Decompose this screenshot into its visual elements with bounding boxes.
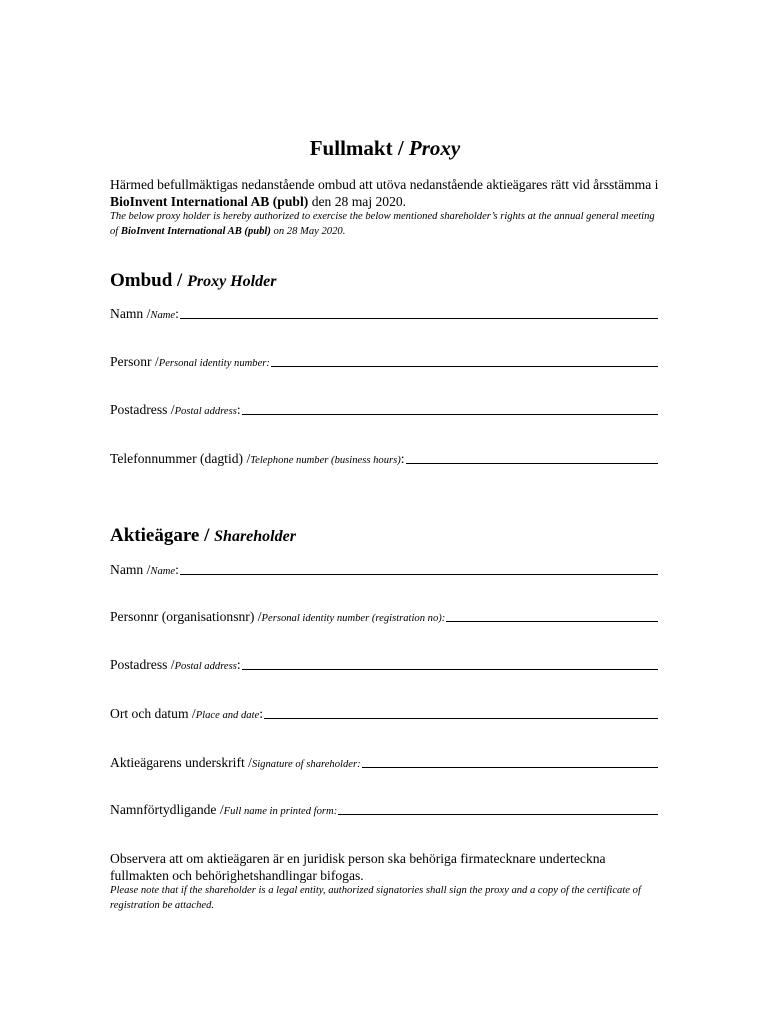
field-separator: :: [400, 451, 405, 466]
field-label-en: Personal identity number:: [158, 358, 270, 369]
proxy-personal-number-field[interactable]: [110, 354, 658, 370]
shareholder-personal-number-field[interactable]: [110, 609, 658, 625]
shareholder-name-input-line[interactable]: [180, 574, 658, 575]
field-separator: :: [236, 657, 241, 672]
field-label-sv: Telefonnummer (dagtid) /: [110, 451, 251, 466]
field-label-sv: Postadress /: [110, 657, 175, 672]
field-label-en: Personal identity number (registration no):: [261, 613, 446, 624]
proxy-holder-heading-en: Proxy Holder: [187, 273, 277, 290]
field-label-sv: Personnr (organisationsnr) /: [110, 609, 262, 624]
proxy-name-field[interactable]: [110, 306, 658, 322]
printed-name-field[interactable]: [110, 802, 658, 818]
signature-input-line[interactable]: [362, 767, 658, 768]
proxy-personal-number-input-line[interactable]: [271, 366, 658, 367]
field-separator: :: [236, 402, 241, 417]
field-label-en: Telephone number (business hours): [250, 455, 401, 466]
intro-english: [110, 209, 665, 239]
field-label-en: Postal address: [174, 661, 237, 672]
intro-en-company: BioInvent International AB (publ): [120, 226, 271, 237]
page-title: [0, 136, 770, 161]
proxy-telephone-input-line[interactable]: [406, 463, 658, 464]
field-label-sv: Personr /: [110, 354, 159, 369]
intro-en-text-1: The below proxy holder is hereby authorized to exercise the below mentioned shareholder’s rights at the annual general meeting of: [110, 211, 655, 237]
intro-sv-text-2: den 28 maj 2020.: [308, 194, 407, 209]
title-sv: Fullmakt /: [309, 136, 404, 160]
field-label-sv: Namn /: [110, 562, 151, 577]
field-separator: :: [175, 562, 179, 577]
intro-sv-text-1: Härmed befullmäktigas nedanstående ombud att utöva nedanstående aktieägares rätt vid årsstämma i: [110, 177, 659, 192]
signature-field[interactable]: [110, 755, 658, 771]
field-label-sv: Namnförtydligande /: [110, 802, 224, 817]
shareholder-personal-number-input-line[interactable]: [446, 621, 658, 622]
place-date-input-line[interactable]: [264, 718, 658, 719]
title-en: Proxy: [408, 136, 461, 160]
field-label-en: Name: [150, 566, 176, 577]
field-label-en: Signature of shareholder:: [251, 759, 361, 770]
field-label-en: Place and date: [195, 710, 260, 721]
proxy-name-input-line[interactable]: [180, 318, 658, 319]
field-separator: :: [175, 306, 179, 321]
field-label-sv: Aktieägarens underskrift /: [110, 755, 252, 770]
place-date-field[interactable]: [110, 706, 658, 722]
field-label-en: Full name in printed form:: [223, 806, 338, 817]
proxy-postal-address-input-line[interactable]: [242, 414, 658, 415]
field-label-sv: Postadress /: [110, 402, 175, 417]
shareholder-name-field[interactable]: [110, 562, 658, 578]
shareholder-heading-sv: Aktieägare /: [110, 525, 210, 546]
field-label-sv: Namn /: [110, 306, 151, 321]
proxy-telephone-field[interactable]: [110, 451, 658, 467]
intro-en-text-2: on 28 May 2020.: [270, 226, 346, 237]
field-label-en: Name: [150, 310, 176, 321]
shareholder-postal-address-field[interactable]: [110, 657, 658, 673]
intro-swedish: [110, 176, 665, 210]
shareholder-heading: [110, 525, 296, 547]
field-separator: :: [259, 706, 264, 721]
proxy-postal-address-field[interactable]: [110, 402, 658, 418]
proxy-holder-heading: [110, 270, 276, 292]
note-english: Please note that if the shareholder is a legal entity, authorized signatories shall sign the proxy and a copy of the certificate of registration be attached.: [110, 885, 641, 911]
intro-sv-company: BioInvent International AB (publ): [110, 194, 309, 209]
proxy-holder-heading-sv: Ombud /: [110, 270, 183, 291]
shareholder-heading-en: Shareholder: [214, 528, 296, 545]
printed-name-input-line[interactable]: [338, 814, 658, 815]
shareholder-postal-address-input-line[interactable]: [242, 669, 658, 670]
note-swedish: Observera att om aktieägaren är en juridisk person ska behöriga firmatecknare underteckna fullmakten och behörighetshandlingar bifogas.: [110, 851, 606, 883]
field-label-en: Postal address: [174, 406, 237, 417]
field-label-sv: Ort och datum /: [110, 706, 196, 721]
